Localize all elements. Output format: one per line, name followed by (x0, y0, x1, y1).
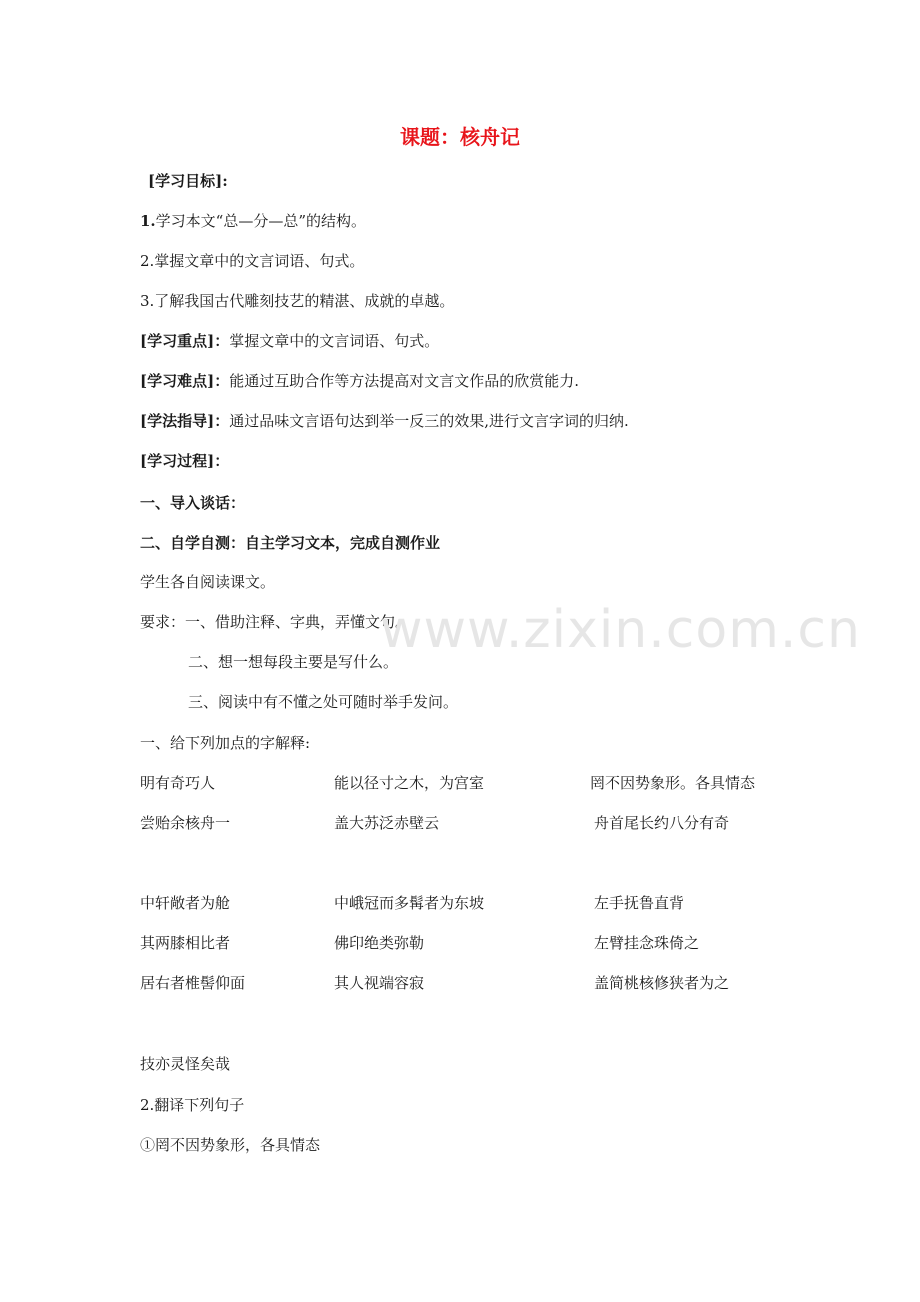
requirement-2: 二、想一想每段主要是写什么。 (188, 653, 399, 671)
phrase-cell: 左手抚鲁直背 (594, 894, 685, 912)
key-point-text: 掌握文章中的文言词语、句式。 (229, 332, 440, 350)
phrase-cell: 罔不因势象形。各具情态 (590, 774, 756, 792)
method-text: 通过品味文言语句达到举一反三的效果,进行文言字词的归纳. (229, 412, 629, 430)
method (140, 411, 629, 431)
objective-2: 2.掌握文章中的文言词语、句式。 (140, 252, 365, 270)
page-title: 课题：核舟记 (400, 125, 520, 149)
difficulty (140, 371, 579, 391)
key-point-label: [学习重点]： (140, 332, 230, 350)
phrase-cell: 舟首尾长约八分有奇 (594, 814, 730, 832)
phrase-cell: 其两膝相比者 (140, 934, 231, 952)
phrase-cell: 佛印绝类弥勒 (334, 934, 425, 952)
objective-3: 3.了解我国古代雕刻技艺的精湛、成就的卓越。 (140, 292, 455, 310)
objective-1-text: 学习本文“总—分—总”的结构。 (155, 212, 367, 230)
section-2-heading: 二、自学自测：自主学习文本，完成自测作业 (140, 534, 441, 552)
phrase-cell: 盖简桃核修狭者为之 (594, 974, 730, 992)
sentence-1: ①罔不因势象形，各具情态 (140, 1136, 321, 1154)
phrase-cell: 中峨冠而多髯者为东坡 (334, 894, 485, 912)
difficulty-text: 能通过互助合作等方法提高对文言文作品的欣赏能力. (229, 372, 579, 390)
difficulty-label: [学习难点]： (140, 372, 230, 390)
phrase-cell: 能以径寸之木，为宫室 (334, 774, 485, 792)
phrase-cell: 盖大苏泛赤壁云 (334, 814, 440, 832)
key-point (140, 331, 439, 351)
phrase-cell: 居右者椎髻仰面 (140, 974, 246, 992)
requirement-1: 要求：一、借助注释、字典，弄懂文句。 (140, 613, 411, 631)
requirement-3: 三、阅读中有不懂之处可随时举手发问。 (188, 693, 459, 711)
objective-1 (140, 211, 366, 231)
phrase-cell: 中轩敞者为舱 (140, 894, 231, 912)
phrase-cell: 尝贻余核舟一 (140, 814, 231, 832)
process-label: [学习过程]： (140, 452, 230, 470)
phrase-cell: 其人视端容寂 (334, 974, 425, 992)
section-1-heading: 一、导入谈话： (140, 494, 246, 512)
phrase-cell: 左臂挂念珠倚之 (594, 934, 700, 952)
objectives-label: [学习目标]: (148, 172, 228, 190)
watermark: www.zixin.com.cn (380, 600, 861, 660)
method-label: [学法指导]： (140, 412, 230, 430)
exercise-1-label: 一、给下列加点的字解释: (140, 734, 311, 752)
phrase-last: 技亦灵怪矣哉 (140, 1055, 231, 1073)
exercise-2-label: 2.翻译下列句子 (140, 1096, 245, 1114)
phrase-cell: 明有奇巧人 (140, 774, 216, 792)
read-instruction: 学生各自阅读课文。 (140, 573, 276, 591)
objective-1-number: 1. (140, 212, 156, 230)
